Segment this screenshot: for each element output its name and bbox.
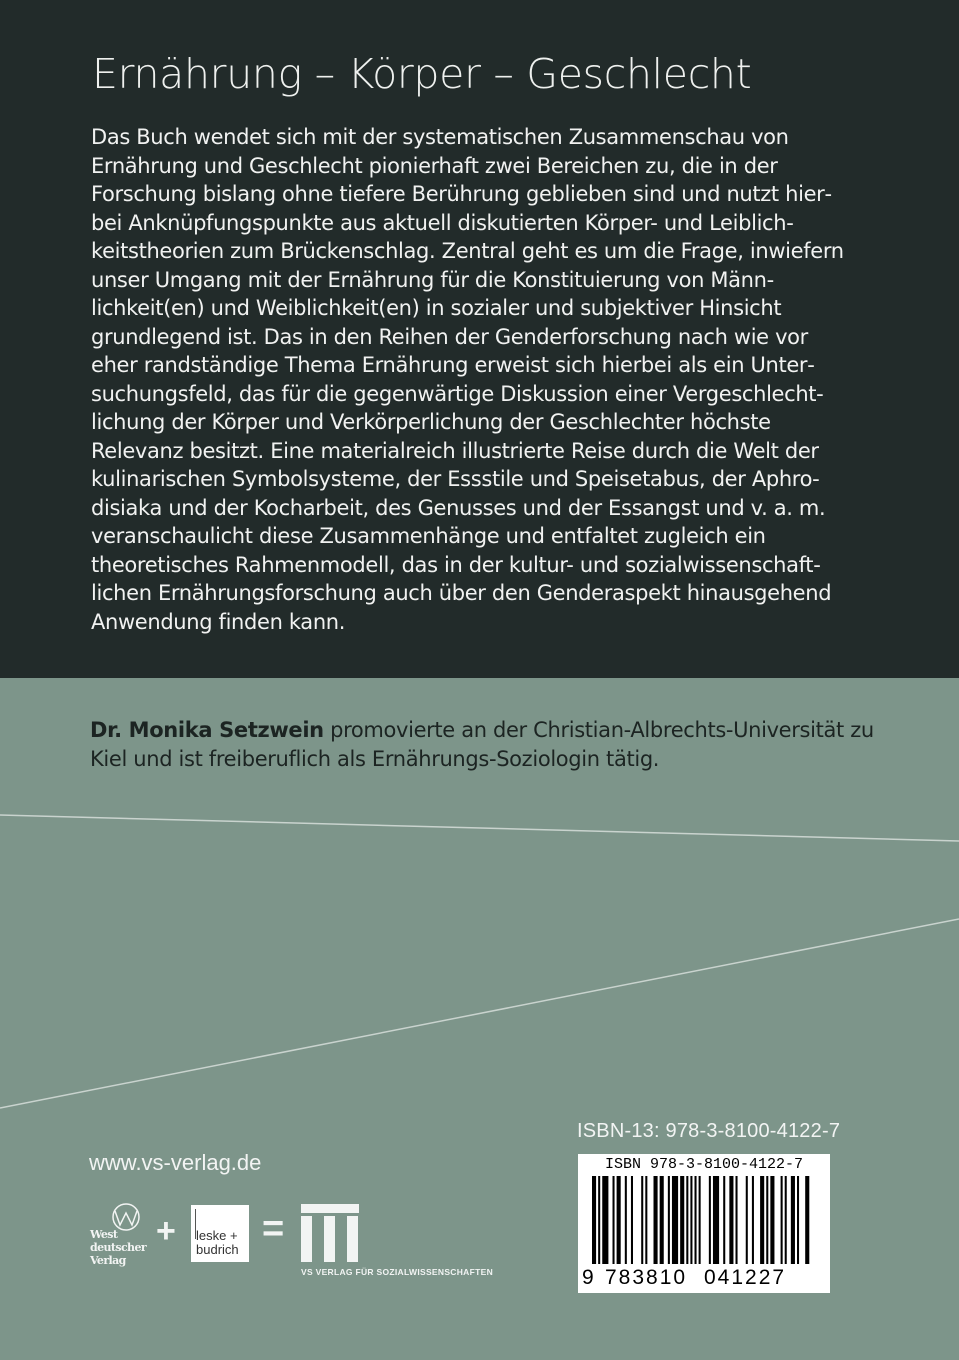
barcode-bar xyxy=(709,1176,711,1264)
barcode-bar xyxy=(746,1176,748,1264)
barcode-bar xyxy=(797,1176,799,1264)
barcode-bar xyxy=(613,1176,615,1264)
vs-verlag-icon xyxy=(301,1204,359,1262)
barcode xyxy=(578,1154,830,1293)
barcode-bar xyxy=(805,1176,809,1264)
barcode-bar xyxy=(617,1176,621,1264)
westdeutscher-line-2: deutscher xyxy=(90,1241,147,1254)
westdeutscher-verlag-logo xyxy=(90,1203,146,1277)
barcode-bar xyxy=(729,1176,733,1264)
barcode-bar xyxy=(781,1176,783,1264)
publisher-url[interactable]: www.vs-verlag.de xyxy=(89,1150,262,1175)
barcode-bar xyxy=(641,1176,643,1264)
barcode-bar xyxy=(598,1176,600,1264)
barcode-bar xyxy=(668,1176,670,1264)
barcode-bar xyxy=(695,1176,697,1264)
equals-sign: = xyxy=(262,1208,285,1250)
barcode-bar xyxy=(672,1176,678,1264)
barcode-bar xyxy=(752,1176,754,1264)
author-note xyxy=(90,716,890,774)
barcode-bar xyxy=(690,1176,692,1264)
barcode-bars xyxy=(592,1176,816,1268)
barcode-bar xyxy=(660,1176,664,1264)
author-bio: promovierte an der Christian-Albrechts-Universität zu Kiel und ist freiberuflich als Ernährungs-Soziologin tätig. xyxy=(90,718,874,771)
barcode-bar xyxy=(760,1176,764,1264)
barcode-bar xyxy=(654,1176,658,1264)
barcode-bar xyxy=(686,1176,688,1264)
barcode-bar xyxy=(645,1176,647,1264)
barcode-bar xyxy=(631,1176,633,1264)
barcode-bar xyxy=(785,1176,787,1264)
plus-sign: + xyxy=(156,1212,176,1250)
leske-line-2: budrich xyxy=(196,1242,239,1257)
barcode-bar xyxy=(592,1176,596,1264)
barcode-bar xyxy=(602,1176,608,1264)
barcode-bar xyxy=(625,1176,627,1264)
barcode-bar xyxy=(713,1176,719,1264)
barcode-bar xyxy=(766,1176,768,1264)
leske-line-1: leske + xyxy=(196,1228,238,1243)
book-description: Das Buch wendet sich mit der systematischen Zusammenschau von Ernährung und Geschlecht pionierhaft zwei Bereichen zu, die in der Forschung bislang ohne tiefere Berührung geblieben sind und nutzt hierbei Anknüpfungspunkte aus aktuell diskutierten Körper- und Leiblichkeitstheorien zum Brückenschlag. Zentral geht es um die Frage, inwiefern unser Umgang mit der Ernährung für die Konstituierung von Männlichkeit(en) und Weiblichkeit(en) in sozialer und subjektiver Hinsicht grundlegend ist. Das in den Reihen der Genderforschung nach wie vor eher randständige Thema Ernährung erweist sich hierbei als ein Untersuchungsfeld, das für die gegenwärtige Diskussion einer Vergeschlechtlichung der Körper und Verkörperlichung der Geschlechter höchste Relevanz besitzt. Eine materialreich illustrierte Reise durch die Welt der kulinarischen Symbolsysteme, der Essstile und Speisetabus, der Aphrodisiaka und der Kocharbeit, des Genusses und der Essangst und v. a. m. veranschaulicht diese Zusammenhänge und entfaltet zugleich ein theoretisches Rahmenmodell, das in der kultur- und sozialwissenschaftlichen Ernährungsforschung auch über den Genderaspekt hinausgehend Anwendung finden kann. xyxy=(91,125,844,634)
westdeutscher-line-1: West xyxy=(90,1228,118,1241)
barcode-digits-left: 783810 xyxy=(605,1266,688,1289)
barcode-bar xyxy=(791,1176,795,1264)
leske-budrich-logo xyxy=(191,1205,249,1262)
leske-budrich-text xyxy=(196,1229,239,1257)
barcode-bar xyxy=(680,1176,684,1264)
isbn-label: ISBN-13: 978-3-8100-4122-7 xyxy=(577,1120,841,1142)
westdeutscher-verlag-text xyxy=(90,1228,146,1267)
barcode-bar xyxy=(770,1176,774,1264)
barcode-bar xyxy=(699,1176,701,1264)
author-name: Dr. Monika Setzwein xyxy=(90,718,324,742)
westdeutscher-line-3: Verlag xyxy=(90,1254,126,1267)
barcode-digits-right: 041227 xyxy=(704,1266,787,1289)
vs-verlag-name: VS VERLAG FÜR SOZIALWISSENSCHAFTEN xyxy=(301,1267,494,1277)
barcode-digit-first: 9 xyxy=(582,1266,594,1289)
book-title: Ernährung – Körper – Geschlecht xyxy=(92,50,752,98)
barcode-isbn-text: ISBN 978-3-8100-4122-7 xyxy=(604,1156,804,1173)
barcode-bar xyxy=(723,1176,725,1264)
barcode-bar xyxy=(736,1176,738,1264)
